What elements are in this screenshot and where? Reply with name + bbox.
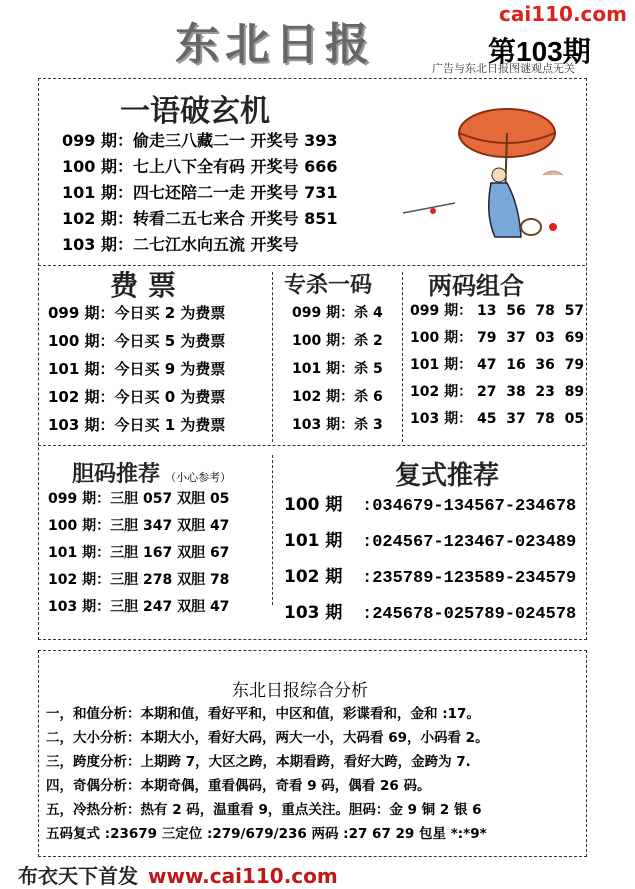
divider <box>402 272 403 442</box>
disclaimer: 广告与东北日报图谜观点无关 <box>432 62 575 75</box>
list-item: 五码复式 :23679 三定位 :279/679/236 两码 :27 67 29 包星 *:*9* <box>46 826 487 842</box>
list-item: 103 期：二七江水向五流 开奖号 <box>62 235 299 254</box>
list-item: 101 期：杀 5 <box>292 361 383 377</box>
umbrella-figure-illustration <box>395 95 575 255</box>
list-item: 101 期：三胆 167 双胆 67 <box>48 545 230 561</box>
divider <box>272 272 273 442</box>
list-item: 099 期：偷走三八藏二一 开奖号 393 <box>62 131 338 150</box>
site-link-top[interactable]: cai110.com <box>499 2 627 26</box>
list-item: 一，和值分析：本期和值，看好平和，中区和值，彩谍看和，金和 :17。 <box>46 706 480 722</box>
list-item: 五，冷热分析：热有 2 码，温重看 9，重点关注。胆码：金 9 铜 2 银 6 <box>46 802 482 818</box>
list-item: 100 期：七上八下全有码 开奖号 666 <box>62 157 338 176</box>
footer <box>18 860 338 889</box>
list-item: 102 期：三胆 278 双胆 78 <box>48 572 230 588</box>
list-item: 103 期：杀 3 <box>292 417 383 433</box>
liangma-list <box>410 300 584 435</box>
divider <box>38 445 585 446</box>
list-item: 099 期： 13 56 78 57 <box>410 303 585 319</box>
list-item: 四，奇偶分析：本期奇偶，重看偶码，奇看 9 码，偶看 26 码。 <box>46 778 431 794</box>
list-item: 099 期：杀 4 <box>292 305 383 321</box>
list-item: 099 期：三胆 057 双胆 05 <box>48 491 230 507</box>
fushi-period: 100 期 <box>284 495 343 515</box>
list-item: 102 期： 27 38 23 89 <box>410 384 585 400</box>
danma-title: 胆码推荐 <box>72 461 161 487</box>
liangma-title: 两码组合 <box>428 271 524 300</box>
list-item: 103 期：今日买 1 为费票 <box>48 416 226 434</box>
list-item: 100 期：今日买 5 为费票 <box>48 332 226 350</box>
footer-slogan: 布衣天下首发 <box>18 864 138 888</box>
yiyu-list <box>62 128 338 258</box>
yiyu-title: 一语破玄机 <box>120 94 270 129</box>
list-item: 103 期：三胆 247 双胆 47 <box>48 599 230 615</box>
issue-prefix: 第 <box>488 35 517 68</box>
list-item: 100 期：杀 2 <box>292 333 383 349</box>
fushi-title: 复式推荐 <box>395 461 500 491</box>
list-item: 101 期： 47 16 36 79 <box>410 357 585 373</box>
danma-list <box>48 488 229 623</box>
fushi-value: :245678-025789-024578 <box>362 605 577 624</box>
zhuansha-list <box>292 302 383 442</box>
list-item: 102 期：今日买 0 为费票 <box>48 388 226 406</box>
list-item: 102 期：杀 6 <box>292 389 383 405</box>
fushi-list <box>284 490 576 634</box>
fushi-value: :034679-134567-234678 <box>362 497 577 516</box>
fushi-period: 102 期 <box>284 567 343 587</box>
fushi-value: :235789-123589-234579 <box>362 569 577 588</box>
zhuansha-title: 专杀一码 <box>284 272 373 298</box>
list-item <box>284 562 576 598</box>
list-item: 二，大小分析：本期大小，看好大码，两大一小，大码看 69，小码看 2。 <box>46 730 489 746</box>
list-item: 101 期：今日买 9 为费票 <box>48 360 226 378</box>
danma-note: （小心参考） <box>165 471 232 484</box>
masthead-title: 东北日报 <box>175 19 375 70</box>
list-item: 100 期： 79 37 03 69 <box>410 330 585 346</box>
list-item <box>284 598 576 634</box>
list-item: 099 期：今日买 2 为费票 <box>48 304 226 322</box>
list-item: 三，跨度分析：上期跨 7，大区之跨，本期看跨，看好大跨，金跨为 7. <box>46 754 471 770</box>
list-item <box>284 490 576 526</box>
list-item: 102 期：转看二五七来合 开奖号 851 <box>62 209 338 228</box>
fushi-period: 101 期 <box>284 531 343 551</box>
list-item: 100 期：三胆 347 双胆 47 <box>48 518 230 534</box>
fushi-period: 103 期 <box>284 603 343 623</box>
divider <box>272 455 273 605</box>
list-item: 101 期：四七还陪二一走 开奖号 731 <box>62 183 338 202</box>
issue-suffix: 期 <box>562 35 591 68</box>
analysis-list <box>46 702 489 846</box>
fushi-value: :024567-123467-023489 <box>362 533 577 552</box>
list-item <box>284 526 576 562</box>
issue-num: 103 <box>516 36 563 67</box>
danma-header <box>72 457 231 488</box>
analysis-title: 东北日报综合分析 <box>232 681 368 701</box>
feipiao-list <box>48 302 225 442</box>
feipiao-title: 费票 <box>110 269 187 302</box>
list-item: 103 期： 45 37 78 05 <box>410 411 585 427</box>
footer-url[interactable]: www.cai110.com <box>148 864 338 888</box>
